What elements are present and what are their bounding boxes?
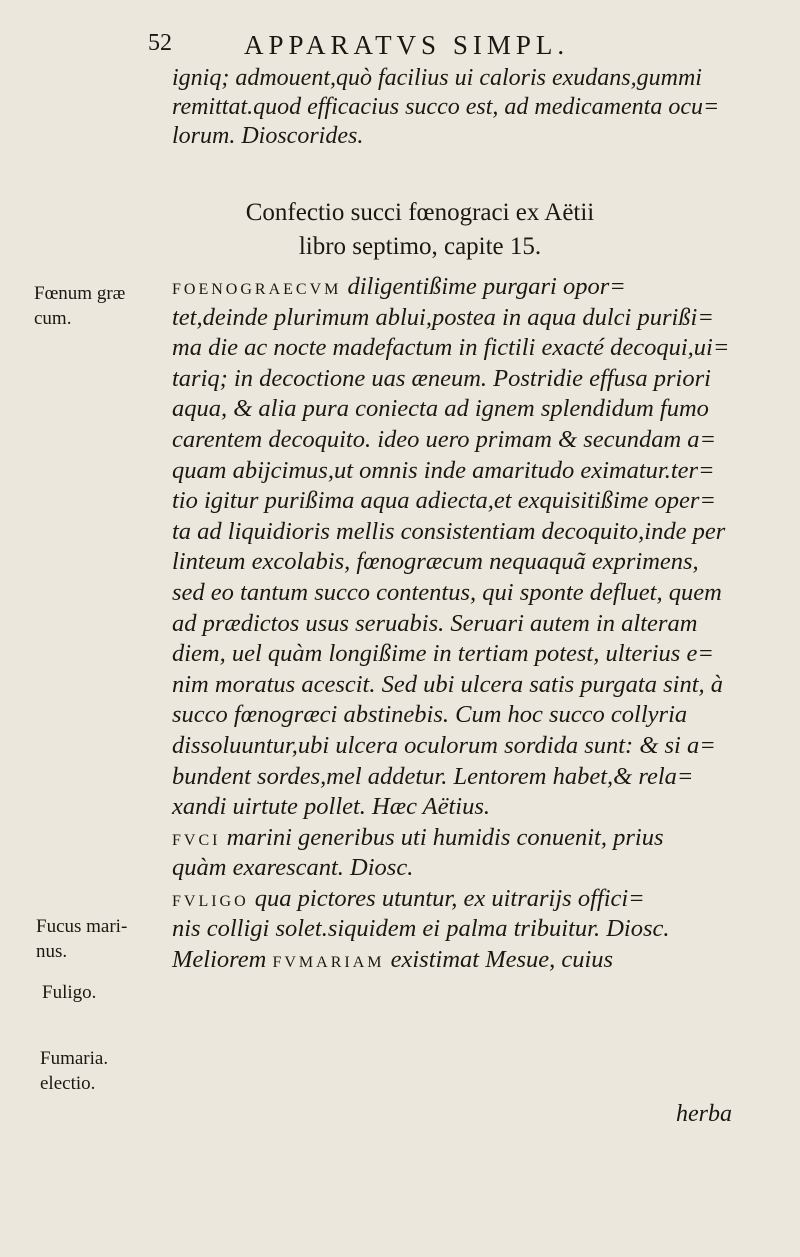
marginal-note-line: Fœnum græ [34,283,126,304]
text-line: ta ad liquidioris mellis consistentiam decoquito,inde per [172,517,726,545]
marginal-note [36,914,127,964]
section-title [160,196,680,264]
text-line: aqua, & alia pura coniecta ad ignem splendidum fumo [172,395,709,423]
smallcaps-word: FOENOGRAECVM [172,281,342,298]
running-title: APPARATVS SIMPL. [244,30,570,60]
text-line: nim moratus acescit. Sed ubi ulcera satis purgata sint, à [172,670,723,698]
intro-paragraph [172,64,719,151]
smallcaps-word: FVLIGO [172,892,249,910]
marginal-note-line: electio. [40,1073,96,1094]
text-line: remittat.quod efficacius succo est, ad medicamenta ocu= [172,94,720,120]
marginal-note-line: Fuligo. [42,982,97,1003]
text-line: FVLIGO qua pictores utuntur, ex uitrarijs offici= [172,884,645,912]
text-line: tariq; in decoctione uas æneum. Postridie effusa priori [172,364,711,392]
main-text [172,272,729,976]
smallcaps-word: FVMARIAM [272,954,385,972]
marginal-note [34,281,125,331]
text-line: igniq; admouent,quò facilius ui caloris exudans,gummi [172,65,702,91]
text-line: bundent sordes,mel addetur. Lentorem habet,& rela= [172,762,694,790]
text-line: dissoluuntur,ubi ulcera oculorum sordida sunt: & si a= [172,731,716,759]
text-line: linteum excolabis, fœnogræcum nequaquã exprimens, [172,548,699,576]
text-line: succo fœnogræci abstinebis. Cum hoc succo collyria [172,701,688,729]
page-number: 52 [148,30,172,56]
section-title-line: libro septimo, capite 15. [298,233,542,260]
smallcaps-word: FVCI [172,831,221,849]
text-line: Meliorem FVMARIAM existimat Mesue, cuius [172,946,614,974]
page-header [148,30,748,66]
marginal-note [40,1046,108,1096]
catchword: herba [676,1101,732,1127]
text-line: FOENOGRAECVM diligentißime purgari opor= [172,273,626,300]
marginal-note [42,980,96,1005]
marginal-note-line: Fumaria. [40,1048,109,1069]
text-line: quàm exarescant. Diosc. [172,854,414,882]
text-line: quam abijcimus,ut omnis inde amaritudo eximatur.ter= [172,456,715,484]
text-line: ma die ac nocte madefactum in fictili exacté decoqui,ui= [172,334,730,362]
text-line: sed eo tantum succo contentus, qui sponte defluet, quem [172,578,722,606]
text-line: lorum. Dioscorides. [172,123,364,149]
text-line: tet,deinde plurimum ablui,postea in aqua dulci purißi= [172,303,714,331]
text-line: ad prædictos usus seruabis. Seruari autem in alteram [172,609,698,637]
section-title-line: Confectio succi fœnograci ex Aëtii [245,199,595,226]
text-line: carentem decoquito. ideo uero primam & secundam a= [172,425,717,453]
marginal-note-line: cum. [34,308,72,329]
marginal-note-line: Fucus mari- [36,916,128,937]
text-line: FVCI marini generibus uti humidis conuenit, prius [172,823,664,851]
text-line: tio igitur purißima aqua adiecta,et exquisitißime oper= [172,487,716,515]
text-line: diem, uel quàm longißime in tertiam potest, ulterius e= [172,640,714,668]
text-line: nis colligi solet.siquidem ei palma tribuitur. Diosc. [172,915,670,943]
marginal-note-line: nus. [36,941,68,962]
text-line: xandi uirtute pollet. Hæc Aëtius. [172,793,491,821]
